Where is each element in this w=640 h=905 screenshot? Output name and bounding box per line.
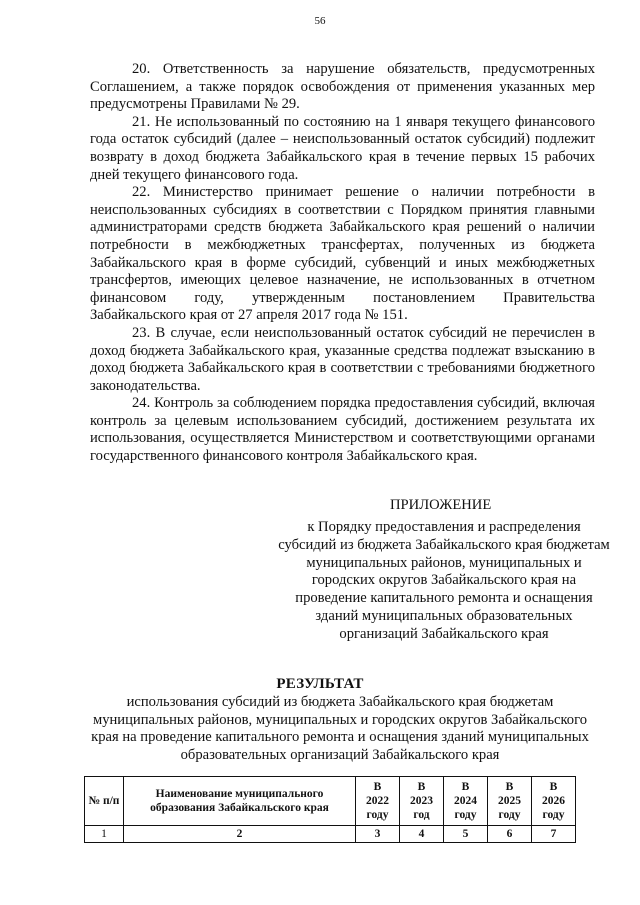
table-cell: 3 — [356, 826, 400, 843]
header-year-2026: В 2026 году — [532, 777, 576, 826]
result-table — [84, 776, 576, 843]
paragraph-23: 23. В случае, если неиспользованный остаток субсидий не перечислен в доход бюджета Забайкальского края, указанные средства подлежат взысканию в доход бюджета Забайкальского края в соответствии с требованиями бюджетного законодательства. — [90, 324, 595, 394]
table-cell: 4 — [400, 826, 444, 843]
paragraph-20: 20. Ответственность за нарушение обязательств, предусмотренных Соглашением, а также порядок освобождения от применения указанных мер предусмотрены Правилами № 29. — [90, 61, 595, 113]
paragraph-21: 21. Не использованный по состоянию на 1 января текущего финансового года остаток субсидий (далее – неиспользованный остаток субсидий) подлежит возврату в доход бюджета Забайкальского края в течение первых 15 рабочих дней текущего финансового года. — [90, 113, 595, 183]
table-cell: 1 — [85, 826, 124, 843]
page-number: 56 — [314, 15, 326, 27]
body-text — [90, 61, 595, 466]
header-year-2023: В 2023 год — [400, 777, 444, 826]
paragraph-24: 24. Контроль за соблюдением порядка предоставления субсидий, включая контроль за целевым использованием субсидий, достижением результата их использования, осуществляется Министерством и соответствующими органами государственного финансового контроля Забайкальского края. — [90, 395, 595, 465]
header-year-2025: В 2025 году — [488, 777, 532, 826]
result-heading: РЕЗУЛЬТАТ — [276, 676, 364, 692]
table-cell: 6 — [488, 826, 532, 843]
appendix-subtitle: к Порядку предоставления и распределения субсидий из бюджета Забайкальского края бюджетам муниципальных районов, муниципальных и городских округов Забайкальского края на проведение капитального ремонта и оснащения зданий муниципальных образовательных организаций Забайкальского края — [278, 519, 610, 642]
header-municipality: Наименование муниципального образования Забайкальского края — [124, 777, 356, 826]
result-subheading: использования субсидий из бюджета Забайкальского края бюджетам муниципальных районов, муниципальных и городских округов Забайкальского края на проведение капитального ремонта и оснащения зданий муниципальных образовательных организаций Забайкальского края — [91, 694, 589, 763]
header-year-2024: В 2024 году — [444, 777, 488, 826]
table-row — [85, 826, 576, 843]
header-year-2022: В 2022 году — [356, 777, 400, 826]
table-cell: 2 — [124, 826, 356, 843]
paragraph-22: 22. Министерство принимает решение о наличии потребности в неиспользованных субсидиях в соответствии с Порядком принятия главными администраторами средств бюджета Забайкальского края решений о наличии потребности в межбюджетных трансфертах, полученных из бюджета Забайкальского края в форме субсидий, субвенций и иных межбюджетных трансфертов, имеющих целевое назначение, не использованных в отчетном финансовом году, утвержденным постановлением Правительства Забайкальского края от 27 апреля 2017 года № 151. — [90, 184, 595, 324]
table-cell: 7 — [532, 826, 576, 843]
appendix-title: ПРИЛОЖЕНИЕ — [390, 497, 492, 513]
table-cell: 5 — [444, 826, 488, 843]
table-header-row — [85, 777, 576, 826]
header-number: № п/п — [85, 777, 124, 826]
